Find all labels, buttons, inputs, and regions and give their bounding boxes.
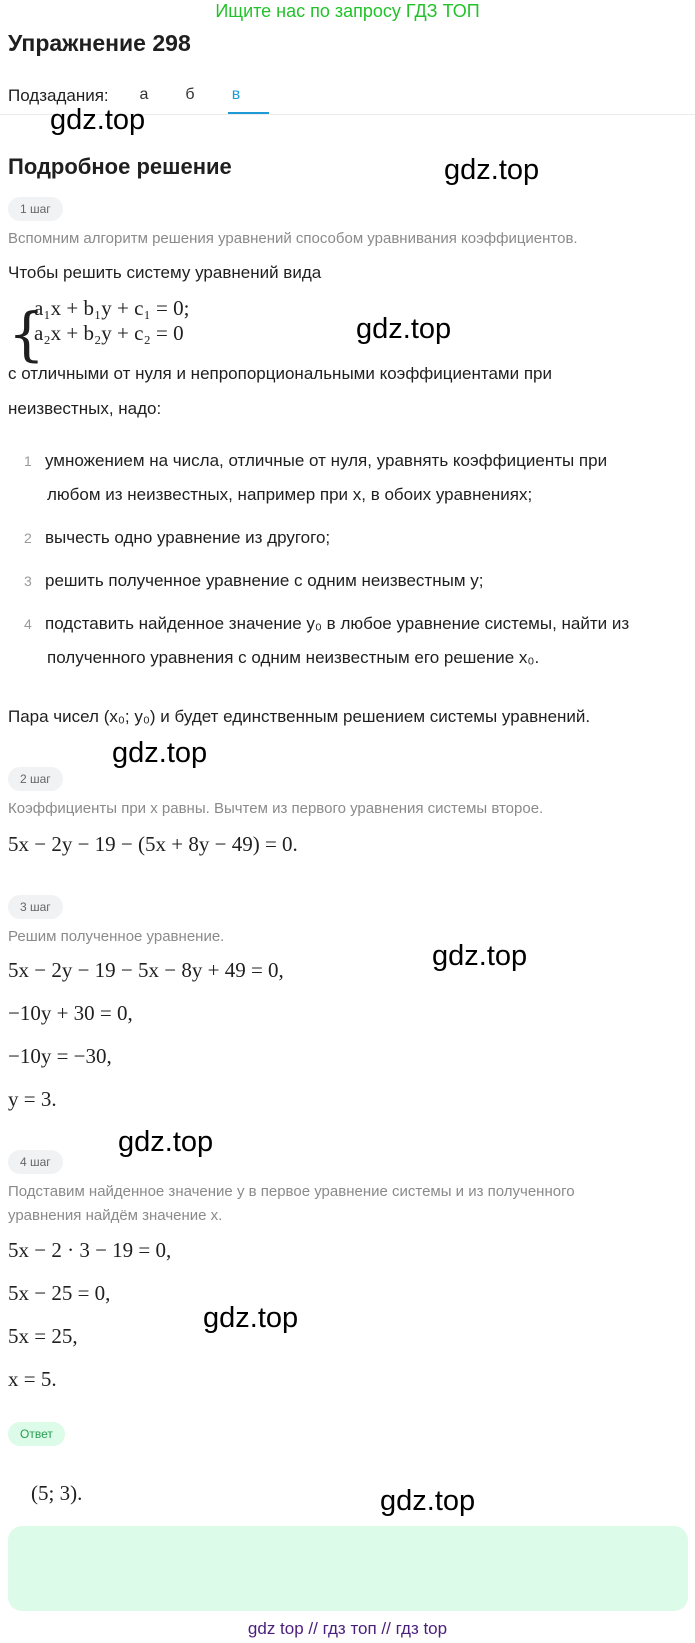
- list-number-1: 1: [24, 453, 32, 469]
- tab-subtask-b[interactable]: б: [185, 86, 195, 103]
- list-item-4-line1: подставить найденное значение y₀ в любое уравнение системы, найти из: [45, 614, 630, 633]
- step-4-equation-2: 5x − 25 = 0,: [8, 1281, 111, 1305]
- footer-links[interactable]: gdz top // гдз топ // гдз top: [247, 1619, 448, 1638]
- list-item-3: решить полученное уравнение с одним неизвестным y;: [45, 571, 484, 590]
- answer-badge: Ответ: [8, 1422, 65, 1446]
- step-3-equation-4: y = 3.: [8, 1087, 57, 1111]
- watermark: gdz.top: [203, 1302, 299, 1334]
- step-4-equation-3: 5x = 25,: [8, 1324, 78, 1348]
- step-1-conclusion: Пара чисел (x₀; y₀) и будет единственным решением системы уравнений.: [8, 707, 591, 726]
- step-4-equation-1: 5x − 2 · 3 − 19 = 0,: [8, 1238, 172, 1262]
- system-equation-1: a₁x + b₁y + c₁ = 0;: [34, 296, 190, 320]
- list-item-1-line2: любом из неизвестных, например при x, в обоих уравнениях;: [47, 485, 533, 504]
- list-number-4: 4: [24, 616, 32, 632]
- subtasks-label: Подзадания:: [8, 86, 109, 105]
- list-item-4-line2: полученного уравнения с одним неизвестным его решение x₀.: [47, 648, 540, 667]
- answer-box: [8, 1526, 688, 1611]
- list-number-2: 2: [24, 530, 32, 546]
- step-badge-1: 1 шаг: [8, 197, 63, 221]
- step-4-hint-line1: Подставим найденное значение y в первое уравнение системы и из полученного: [8, 1183, 575, 1200]
- step-2-hint: Коэффициенты при x равны. Вычтем из первого уравнения системы второе.: [8, 800, 544, 817]
- step-badge-3: 3 шаг: [8, 895, 63, 919]
- watermark: gdz.top: [432, 940, 528, 972]
- step-1-condition-line2: неизвестных, надо:: [8, 399, 162, 418]
- answer-value: (5; 3).: [31, 1481, 83, 1505]
- watermark: gdz.top: [356, 313, 452, 345]
- step-badge-2: 2 шаг: [8, 767, 63, 791]
- system-equation-2: a₂x + b₂y + c₂ = 0: [34, 321, 184, 345]
- step-3-equation-3: −10y = −30,: [8, 1044, 112, 1068]
- list-number-3: 3: [24, 573, 32, 589]
- step-3-equation-2: −10y + 30 = 0,: [8, 1001, 133, 1025]
- tab-subtask-a[interactable]: а: [139, 86, 149, 103]
- step-3-hint: Решим полученное уравнение.: [8, 928, 225, 945]
- section-title: Подробное решение: [8, 154, 232, 179]
- tab-subtask-v[interactable]: в: [231, 86, 241, 103]
- list-item-1-line1: умножением на числа, отличные от нуля, уравнять коэффициенты при: [45, 451, 608, 470]
- watermark: gdz.top: [50, 104, 146, 136]
- watermark: gdz.top: [112, 737, 208, 769]
- step-1-condition-line1: с отличными от нуля и непропорциональными коэффициентами при: [8, 364, 552, 383]
- step-1-hint: Вспомним алгоритм решения уравнений способом уравнивания коэффициентов.: [8, 230, 578, 247]
- step-3-equation-1: 5x − 2y − 19 − 5x − 8y + 49 = 0,: [8, 958, 284, 982]
- step-4-equation-4: x = 5.: [8, 1367, 57, 1391]
- step-badge-4: 4 шаг: [8, 1150, 63, 1174]
- system-brace: {: [8, 300, 45, 368]
- step-4-hint-line2: уравнения найдём значение x.: [8, 1207, 223, 1224]
- page-title: Упражнение 298: [8, 30, 191, 56]
- watermark: gdz.top: [444, 154, 540, 186]
- step-2-equation: 5x − 2y − 19 − (5x + 8y − 49) = 0.: [8, 832, 298, 856]
- watermark: gdz.top: [118, 1126, 214, 1158]
- watermark: gdz.top: [380, 1485, 476, 1517]
- top-banner[interactable]: Ищите нас по запросу ГДЗ ТОП: [215, 1, 480, 21]
- step-1-intro: Чтобы решить систему уравнений вида: [8, 263, 322, 282]
- list-item-2: вычесть одно уравнение из другого;: [45, 528, 331, 547]
